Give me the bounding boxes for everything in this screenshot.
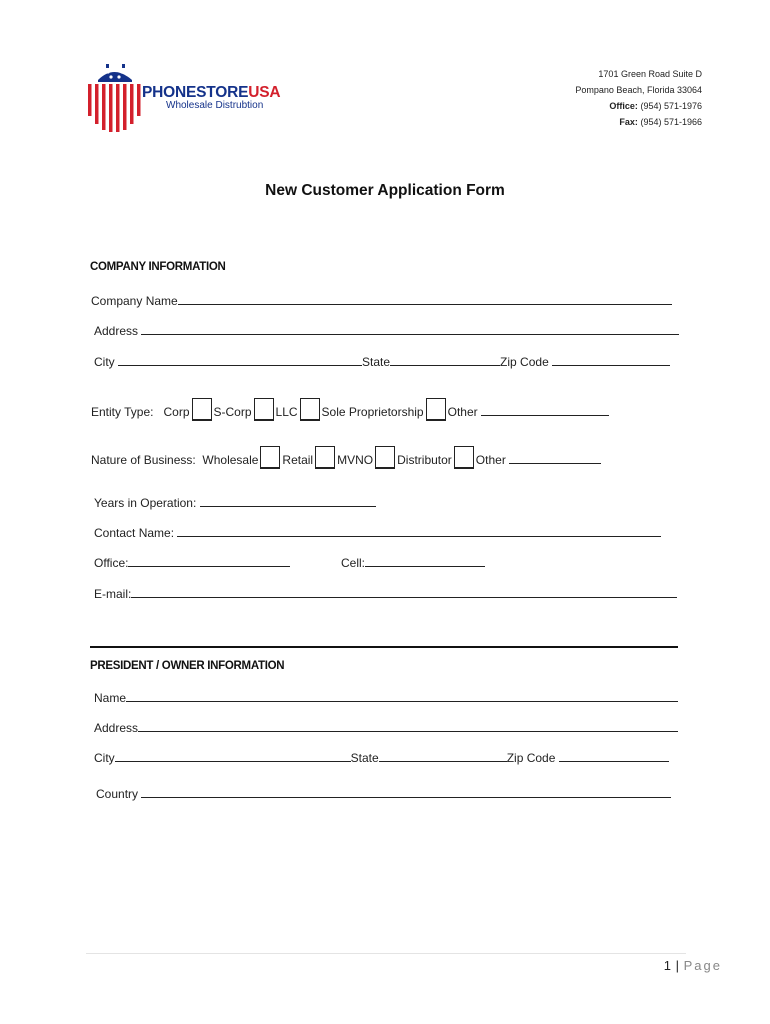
owner-zip-field[interactable] [559,749,669,762]
entity-option-other-label: Other [447,405,478,419]
cell-phone-field[interactable] [365,554,485,567]
page-number-value: 1 [663,958,672,973]
owner-name-row [94,689,678,705]
brand-name-part2: USA [248,84,281,101]
office-label: Office: [609,101,638,111]
company-city-row [94,353,670,369]
company-name-field[interactable] [178,292,672,305]
page-separator: | [675,958,680,973]
nature-mvno-label: MVNO [337,453,374,467]
nature-distributor-checkbox[interactable] [454,446,474,469]
company-name-row [91,292,672,308]
entity-option-corp-label: Corp [163,405,190,419]
company-city-label: City [94,355,115,369]
owner-country-row [96,785,671,801]
contact-name-field[interactable] [177,524,661,537]
nature-wholesale-checkbox[interactable] [260,446,280,469]
years-row [94,494,376,510]
nature-wholesale-label: Wholesale [202,453,259,467]
email-label: E-mail: [94,587,132,601]
section-divider [90,646,678,648]
entity-other-field[interactable] [481,403,609,416]
nature-other-field[interactable] [509,451,601,464]
nature-other-label: Other [475,453,506,467]
entity-sole-prop-checkbox[interactable] [426,398,446,421]
company-address [575,66,702,130]
cell-row [341,554,485,570]
office-phone-label: Office: [94,556,129,570]
owner-city-label: City [94,751,115,765]
owner-country-field[interactable] [141,785,671,798]
entity-option-llc-label: LLC [275,405,298,419]
brand-tagline: Wholesale Distrubtion [166,100,264,111]
nature-distributor-label: Distributor [397,453,452,467]
nature-retail-checkbox[interactable] [315,446,335,469]
entity-type-row [91,398,609,421]
owner-state-label: State [350,751,379,765]
company-zip-label: Zip Code [500,355,549,369]
office-value: (954) 571-1976 [640,101,702,111]
office-phone [575,98,702,114]
email-row [94,585,677,601]
owner-address-label: Address [94,721,139,735]
entity-corp-checkbox[interactable] [192,398,212,421]
page-word: Page [683,958,722,973]
company-address-row [94,322,679,338]
nature-mvno-checkbox[interactable] [375,446,395,469]
owner-city-field[interactable] [115,749,351,762]
entity-scorp-checkbox[interactable] [254,398,274,421]
company-zip-field[interactable] [552,353,670,366]
office-phone-field[interactable] [128,554,290,567]
entity-option-sole-prop-label: Sole Proprietorship [321,405,424,419]
entity-type-label: Entity Type: [91,405,154,419]
company-address-field[interactable] [141,322,679,335]
footer-divider [86,953,686,954]
email-field[interactable] [131,585,677,598]
owner-info-heading: PRESIDENT / OWNER INFORMATION [90,660,285,672]
address-line-1: 1701 Green Road Suite D [598,69,702,79]
owner-address-row [94,719,678,735]
entity-option-scorp-label: S-Corp [213,405,252,419]
nature-of-business-label: Nature of Business: [91,453,196,467]
owner-address-field[interactable] [138,719,678,732]
owner-state-field[interactable] [379,749,507,762]
owner-country-label: Country [96,787,139,801]
fax-number [575,114,702,130]
company-state-label: State [362,355,391,369]
contact-name-label: Contact Name: [94,526,175,540]
contact-row [94,524,661,540]
entity-llc-checkbox[interactable] [300,398,320,421]
form-title: New Customer Application Form [265,182,505,199]
company-info-heading: COMPANY INFORMATION [90,261,226,273]
company-address-label: Address [94,324,139,338]
company-name-label: Company Name [91,294,178,308]
address-line-2: Pompano Beach, Florida 33064 [575,85,702,95]
company-city-field[interactable] [118,353,362,366]
cell-phone-label: Cell: [341,556,366,570]
nature-retail-label: Retail [282,453,314,467]
nature-of-business-row [91,446,601,469]
owner-city-row [94,749,669,765]
brand-name-part1: PHONESTORE [142,84,249,101]
fax-label: Fax: [619,117,638,127]
company-state-field[interactable] [390,353,500,366]
years-label: Years in Operation: [94,496,197,510]
page-number [664,958,722,973]
owner-name-label: Name [94,691,127,705]
fax-value: (954) 571-1966 [640,117,702,127]
owner-name-field[interactable] [126,689,678,702]
owner-zip-label: Zip Code [506,751,556,765]
phone-row [94,554,290,570]
years-field[interactable] [200,494,376,507]
